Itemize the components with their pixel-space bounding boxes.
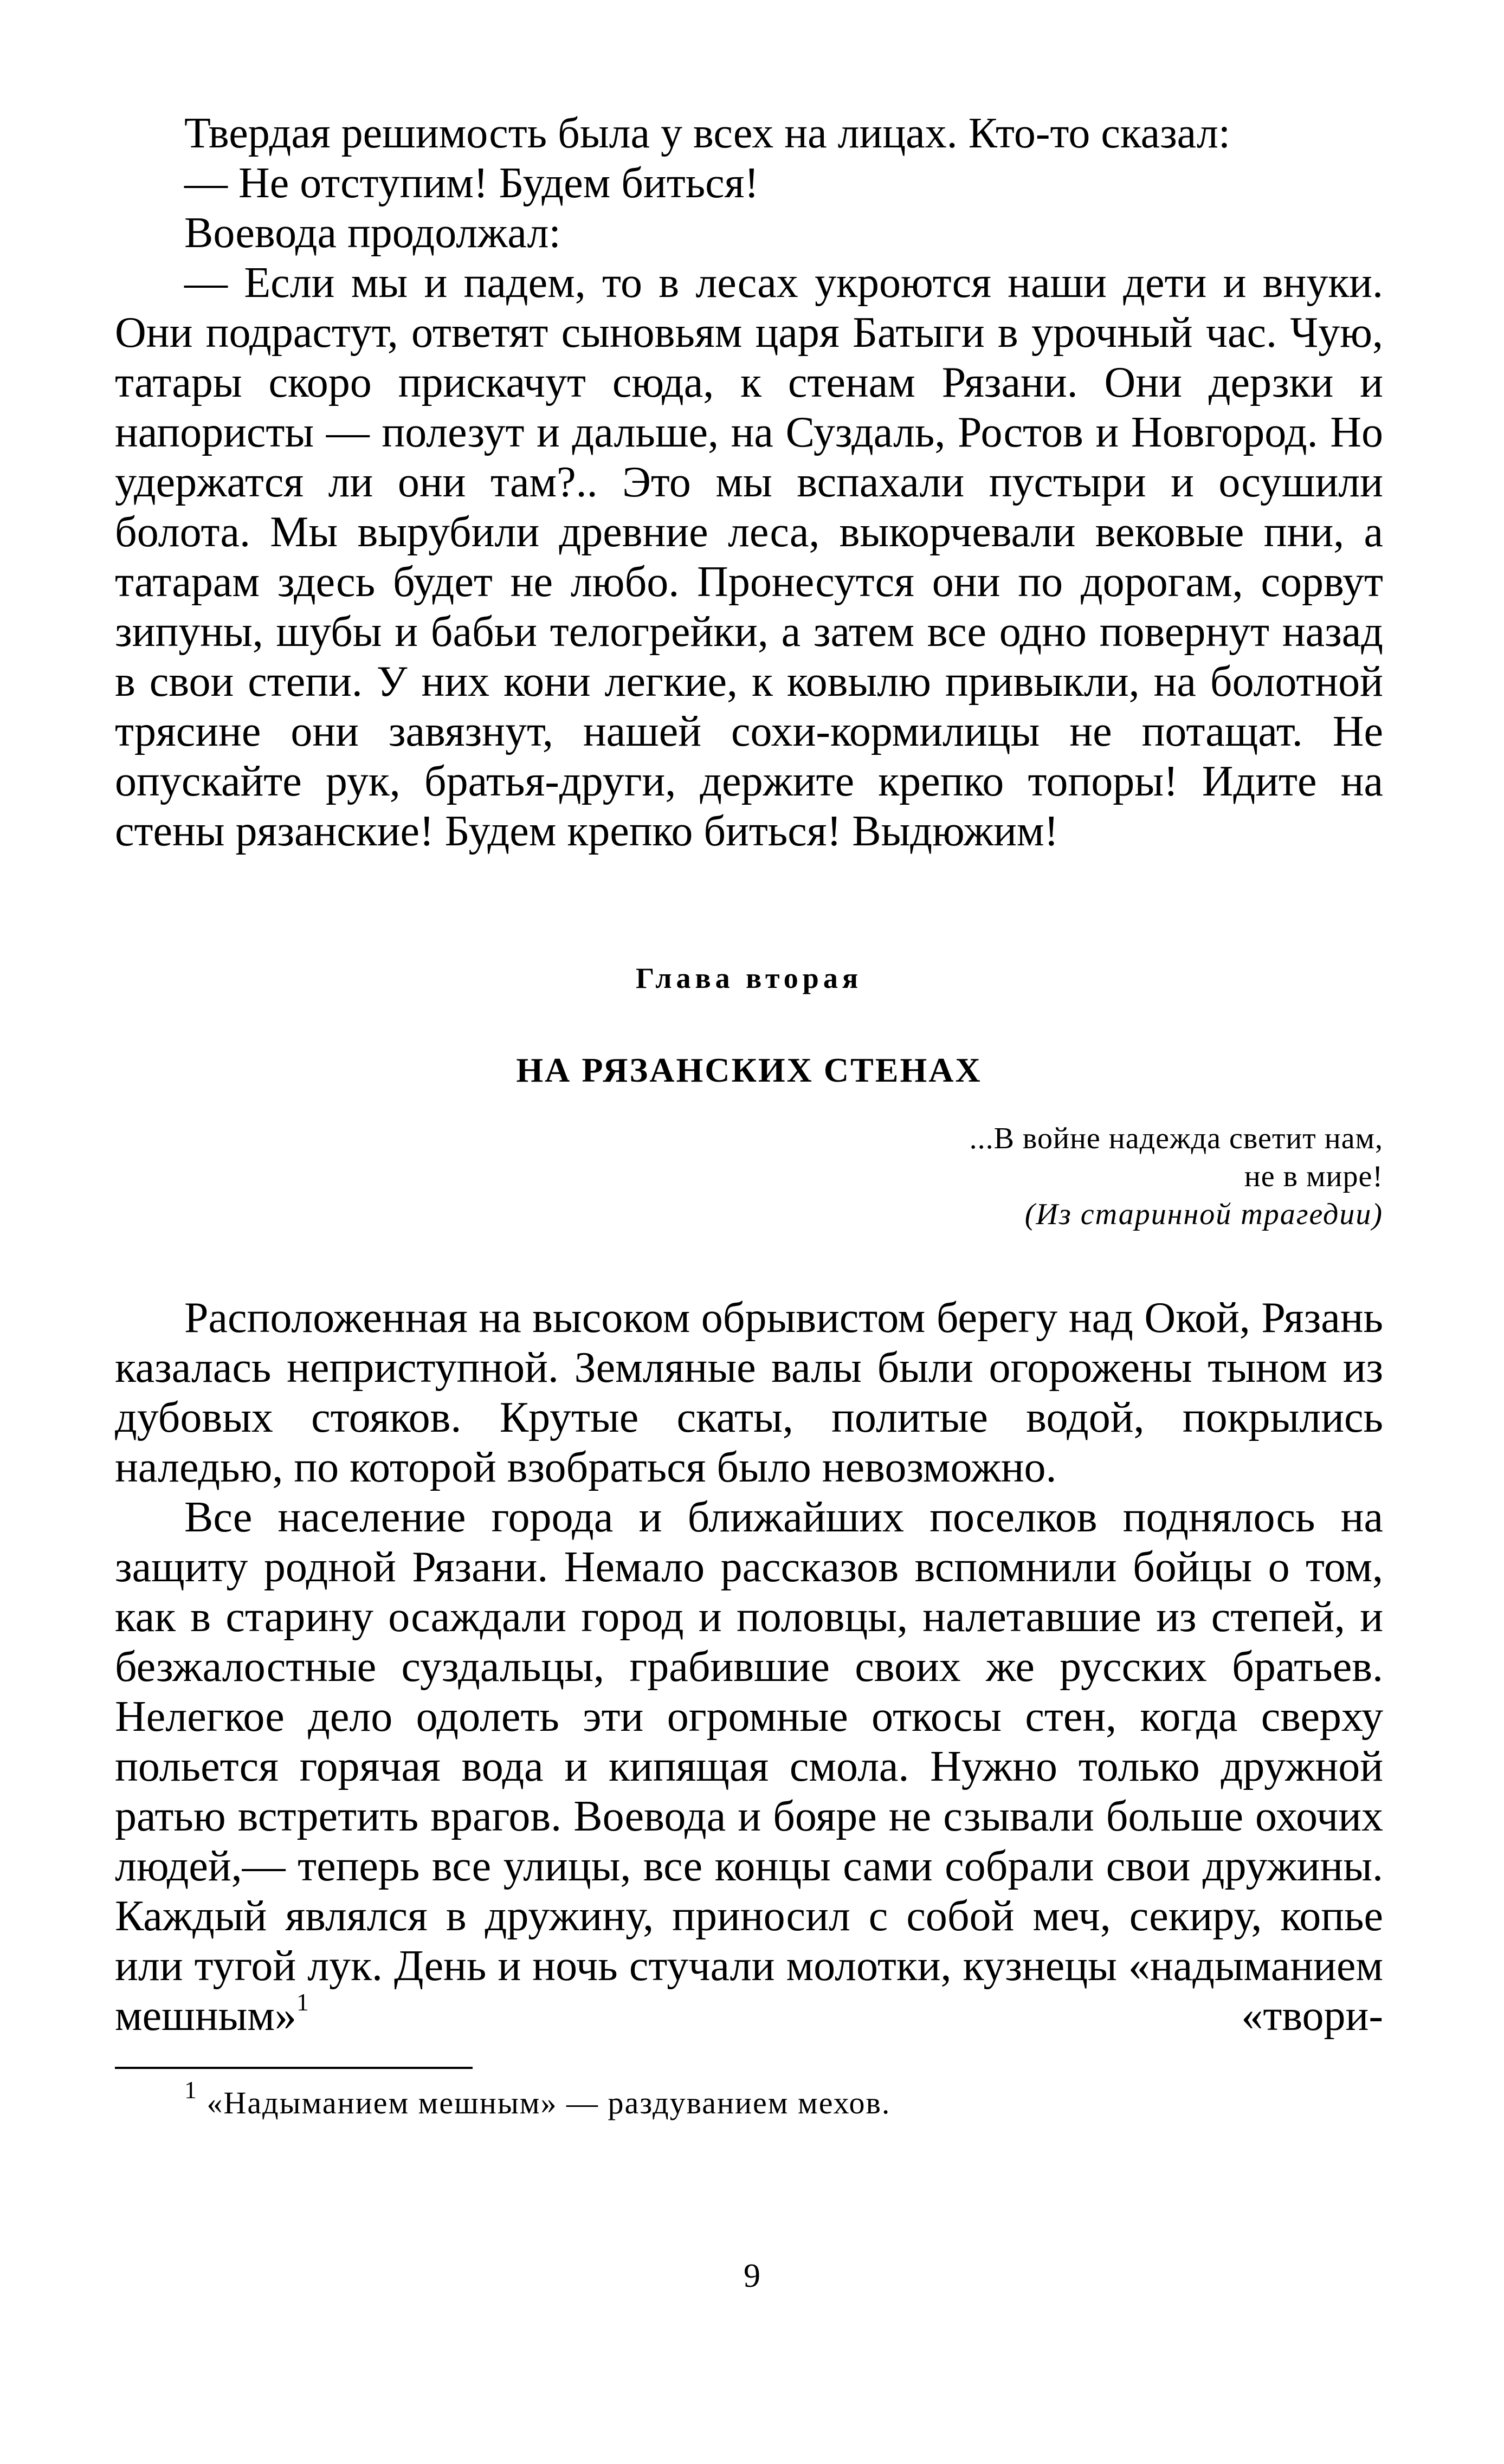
footnote-text: «Надыманием мешным» — раздуванием мехов. [206,2085,891,2120]
paragraph-1: Твердая решимость была у всех на лицах. Кто-то сказал: [184,109,1231,157]
epigraph-source: (Из старинной трагедии) [1024,1198,1383,1231]
page-number: 9 [744,2258,760,2294]
paragraph-2: — Не отступим! Будем биться! [184,159,759,207]
paragraph-3: Воевода продолжал: [184,209,561,257]
chapter-title: НА РЯЗАНСКИХ СТЕНАХ [516,1051,982,1089]
epigraph-line-1: ...В войне надежда светит нам, [969,1122,1383,1155]
paragraph-6-text: Все население города и ближайших поселков поднялось на защиту родной Рязани. Немало рассказов вспомнили бойцы о том, как в старину осаждали город и половцы, налетавшие из степей, и безжалостные суздальцы, грабившие своих же русских братьев. Нелегкое дело одолеть эти огромные откосы стен, когда сверху польется горячая вода и кипящая смола. Нужно только дружной ратью встретить врагов. Воевода и бояре не сзывали больше охочих людей,— теперь все улицы, все концы сами собрали свои дружины. Каждый являлся в дружину, приносил с собой меч, секиру, копье или тугой лук. День и ночь стучали молотки, кузнецы «надыманием мешным» [115,1493,1383,2040]
footnote-marker: 1 [184,2075,198,2104]
paragraph-5: Расположенная на высоком обрывистом берегу над Окой, Рязань казалась неприступной. Земляные валы были огорожены тыном из дубовых стояков. Крутые скаты, политые водой, покрылись наледью, по которой взобраться было невозможно. [115,1294,1383,1491]
paragraph-6-tail: «твори- [308,1992,1383,2040]
footnote-divider [115,2067,473,2069]
footnote-reference: 1 [296,1988,309,2016]
footnote [115,2075,1383,2122]
epigraph-line-2: не в мире! [1244,1160,1383,1193]
epigraph [115,1120,1383,1233]
paragraph-4: — Если мы и падем, то в лесах укроются наши дети и внуки. Они подрастут, ответят сыновьям царя Батыги в урочный час. Чую, татары скоро прискачут сюда, к стенам Рязани. Они дерзки и напористы — полезут и дальше, на Суздаль, Ростов и Новгород. Но удержатся ли они там?.. Это мы вспахали пустыри и осушили болота. Мы вырубили древние леса, выкорчевали вековые пни, а татарам здесь будет не любо. Пронесутся они по дорогам, сорвут зипуны, шубы и бабьи телогрейки, а затем все одно повернут назад в свои степи. У них кони легкие, к ковылю привыкли, на болотной трясине они завязнут, нашей сохи-кормилицы не потащат. Не опускайте рук, братья-други, держите крепко топоры! Идите на стены рязанские! Будем крепко биться! Выдюжим! [115,259,1383,855]
chapter-number: Глава вторая [635,962,863,994]
paragraph-6 [115,1492,1383,2041]
book-page [115,108,1383,2122]
